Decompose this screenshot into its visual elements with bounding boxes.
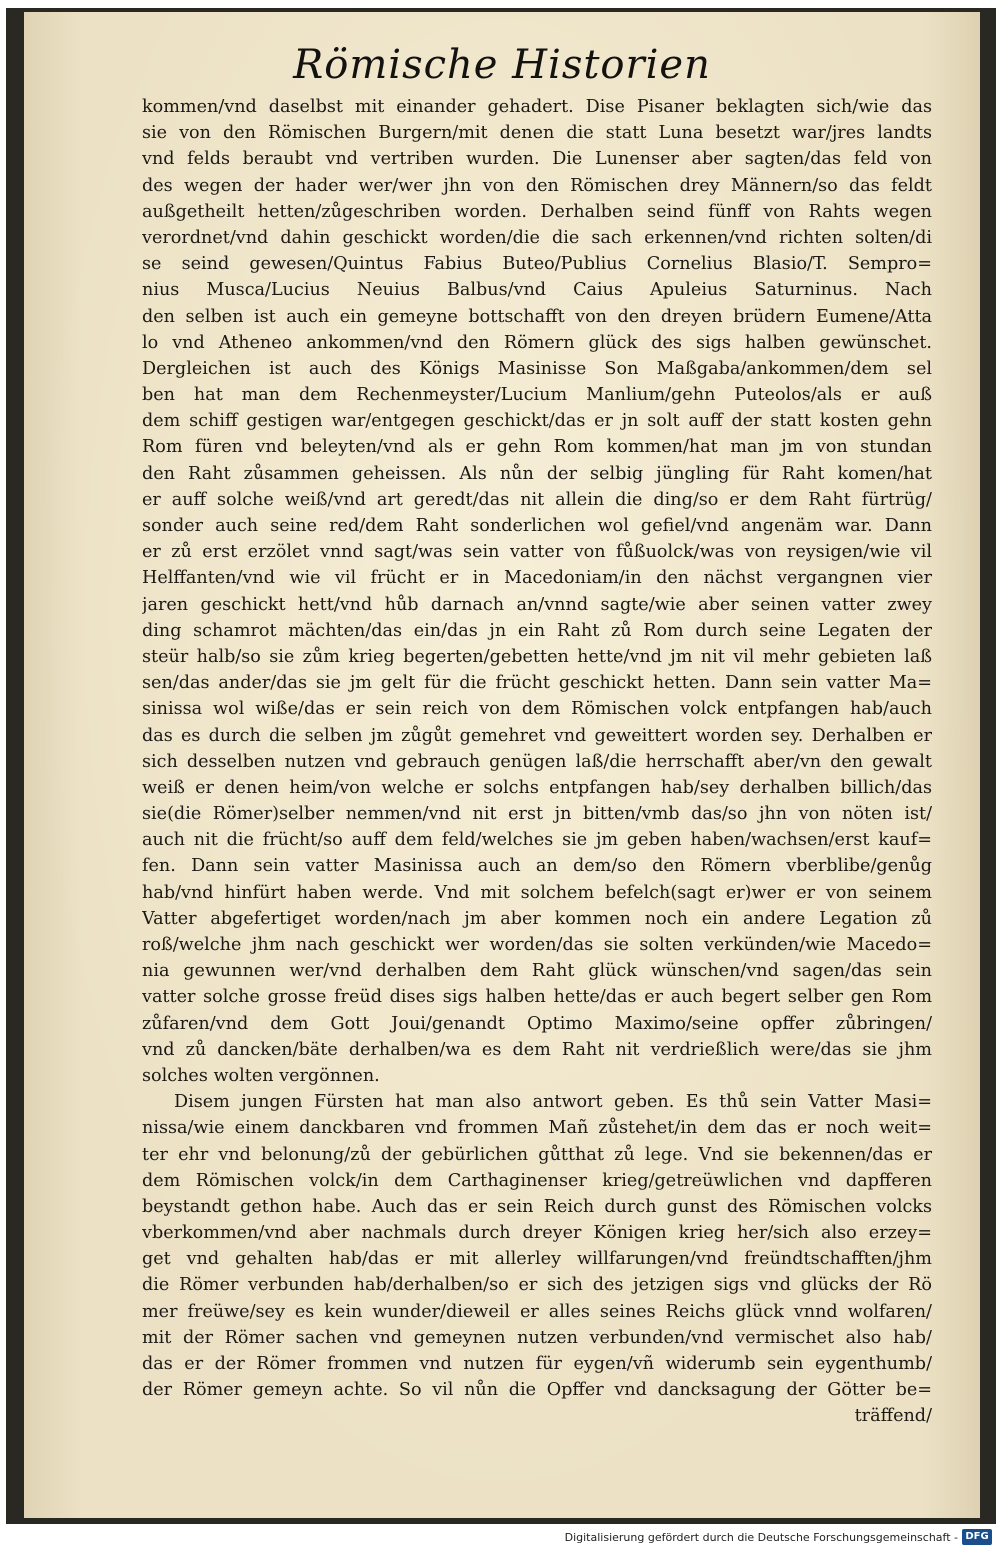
text-line: ben hat man dem Rechenmeyster/Lucium Manlium/gehn Puteolos/als er auß [142, 385, 932, 406]
text-line: außgetheilt hetten/zůgeschriben worden. Derhalben seind fünff von Rahts wegen [142, 201, 932, 222]
text-line: zůfaren/vnd dem Gott Joui/genandt Optimo Maximo/seine opffer zůbringen/ [142, 1013, 932, 1034]
text-line: den Raht zůsammen geheissen. Als nůn der selbig jüngling für Raht komen/hat [142, 463, 932, 484]
text-line: sen/das ander/das sie jm gelt für die frücht geschickt hetten. Dann sein vatter Ma= [142, 673, 932, 694]
text-line: get vnd gehalten hab/das er mit allerley willfarungen/vnd freündtschafften/jhm [142, 1249, 932, 1270]
text-line: auch nit die frücht/so auff dem feld/welches sie jm geben haben/wachsen/erst kauf= [142, 830, 932, 851]
text-line: sie von den Römischen Burgern/mit denen die statt Luna besetzt war/jres landts [142, 123, 932, 144]
dfg-logo: DFG [962, 1529, 992, 1545]
footer-credit: Digitalisierung gefördert durch die Deutsche Forschungsgemeinschaft - [564, 1531, 958, 1544]
text-line: vnd zů dancken/bäte derhalben/wa es dem Raht nit verdrießlich were/das sie jhm [142, 1039, 932, 1060]
text-line: vberkommen/vnd aber nachmals durch dreyer Königen krieg her/sich also erzey= [142, 1223, 932, 1244]
text-line: hab/vnd hinfürt haben werde. Vnd mit solchem befelch(sagt er)wer er von seinem [142, 882, 932, 903]
text-line: Disem jungen Fürsten hat man also antwort geben. Es thů sein Vatter Masi= [174, 1092, 932, 1113]
text-line: nia gewunnen wer/vnd derhalben dem Raht glück wünschen/vnd sagen/das sein [142, 961, 932, 982]
text-line: kommen/vnd daselbst mit einander gehadert. Dise Pisaner beklagten sich/wie das [142, 97, 932, 117]
text-line: der Römer gemeyn achte. So vil nůn die Opffer vnd dancksagung der Götter be= [142, 1380, 932, 1401]
text-line: vnd felds beraubt vnd vertriben wurden. Die Lunenser aber sagten/das feld von [142, 149, 932, 170]
text-line: nius Musca/Lucius Neuius Balbus/vnd Caius Apuleius Saturninus. Nach [142, 280, 932, 301]
text-line: vatter solche grosse freüd dises sigs halben hette/das er auch begert selber gen Rom [142, 987, 932, 1008]
text-line: weiß er denen heim/von welche er solchs entpfangen hab/sey derhalben billich/das [142, 777, 932, 798]
catchword: träffend/ [854, 1406, 932, 1427]
text-line: roß/welche jhm nach geschickt wer worden/das sie solten verkünden/wie Macedo= [142, 935, 932, 955]
text-line: das es durch die selben jm zůgůt gemehret vnd geweittert worden sey. Derhalben er [142, 725, 932, 746]
text-line: mer freüwe/sey es kein wunder/dieweil er alles seines Reichs glück vnnd wolfaren/ [142, 1301, 932, 1322]
text-line: die Römer verbunden hab/derhalben/so er sich des jetzigen sigs vnd glücks der Rö [142, 1275, 932, 1296]
text-line: fen. Dann sein vatter Masinissa auch an dem/so den Römern vberblibe/genůg [142, 856, 932, 877]
text-line: er zů erst erzölet vnnd sagt/was sein vatter von fůßuolck/was von reysigen/wie vil [142, 542, 932, 563]
text-line: das er der Römer frommen vnd nutzen für eygen/vñ widerumb sein eygenthumb/ [142, 1354, 932, 1374]
text-line: Rom füren vnd beleyten/vnd als er gehn Rom kommen/hat man jm von stundan [142, 437, 932, 458]
text-block [142, 94, 932, 1430]
text-line: verordnet/vnd dahin geschickt worden/die die sach erkennen/vnd richten solten/di [142, 227, 932, 248]
text-line: sonder auch seine red/dem Raht sonderlichen wol gefiel/vnd angenäm war. Dann [142, 516, 932, 536]
book-page [24, 12, 980, 1518]
text-line: nissa/wie einem danckbaren vnd frommen Mañ zůstehet/in dem das er noch weit= [142, 1118, 932, 1139]
text-line: beystandt gethon habe. Auch das er sein Reich durch gunst des Römischen volcks [142, 1196, 932, 1217]
text-line: lo vnd Atheneo ankommen/vnd den Römern glück des sigs halben gewünschet. [142, 332, 932, 353]
footer-bar [0, 1526, 1000, 1551]
text-line: Helffanten/vnd wie vil frücht er in Macedoniam/in den nächst vergangnen vier [142, 568, 932, 589]
text-line: dem schiff gestigen war/entgegen geschickt/das er jn solt auff der statt kosten gehn [142, 411, 932, 432]
text-line: steür halb/so sie zům krieg begerten/gebetten hette/vnd jm nit vil mehr gebieten laß [142, 646, 932, 667]
text-line: dem Römischen volck/in dem Carthaginenser krieg/getreüwlichen vnd dapfferen [142, 1170, 932, 1191]
text-line: er auff solche weiß/vnd art geredt/das nit allein die ding/so er dem Raht fürtrüg/ [142, 489, 932, 510]
text-line: solches wolten vergönnen. [142, 1065, 380, 1086]
text-line: den selben ist auch ein gemeyne bottschafft von den dreyen brüdern Eumene/Atta [142, 306, 932, 327]
text-line: sie(die Römer)selber nemmen/vnd nit erst jn bitten/vmb das/so jhn von nöten ist/ [142, 804, 932, 825]
text-line: ter ehr vnd belonung/zů der gebürlichen gůtthat zů lege. Vnd sie bekennen/das er [142, 1144, 932, 1165]
scan-frame [6, 8, 996, 1524]
text-line: Dergleichen ist auch des Königs Masinisse Son Maßgaba/ankommen/dem sel [142, 358, 932, 379]
text-line: jaren geschickt hett/vnd hůb darnach an/vnnd sagte/wie aber seinen vatter zwey [142, 594, 932, 615]
text-line: des wegen der hader wer/wer jhn von den Römischen drey Männern/so das feldt [142, 175, 932, 196]
text-line: sinissa wol wiße/das er sein reich von dem Römischen volck entpfangen hab/auch [142, 699, 932, 720]
text-line: ding schamrot mächten/das ein/das jn ein Raht zů Rom durch seine Legaten der [142, 620, 932, 641]
text-line: mit der Römer sachen vnd gemeynen nutzen verbunden/vnd vermischet also hab/ [142, 1327, 932, 1348]
text-line: sich desselben nutzen vnd gebrauch genügen laß/die herrschafft aber/vn den gewalt [142, 751, 932, 772]
text-line: se seind gewesen/Quintus Fabius Buteo/Publius Cornelius Blasio/T. Sempro= [142, 254, 932, 275]
text-line: Vatter abgefertiget worden/nach jm aber kommen noch ein andere Legation zů [142, 908, 932, 929]
page-heading: Römische Historien [293, 42, 711, 88]
